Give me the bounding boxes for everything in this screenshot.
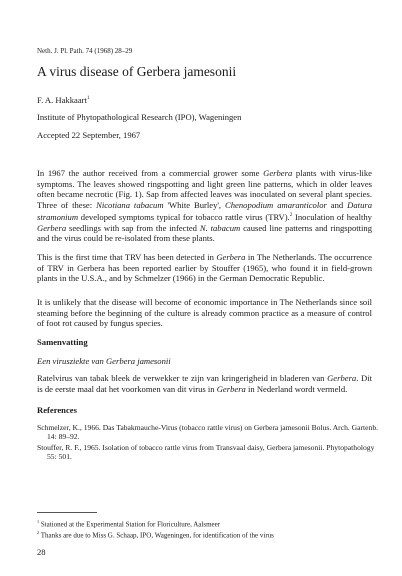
reference-item: Schmelzer, K., 1966. Das Tabakmauche-Virus (tobacco rattle virus) on Gerbera jamesonii Bolus. Arch. Gartenb. 14: 89–92.	[37, 423, 379, 442]
samenvatting-heading: Samenvatting	[37, 337, 88, 347]
journal-header: Neth. J. Pl. Path. 74 (1968) 28–29	[37, 47, 133, 55]
paragraph-3: It is unlikely that the disease will become of economic importance in The Netherlands since soil steaming before the beginning of the culture is already common practice as a measure of control of foot rot caused by fungus species.	[37, 297, 372, 329]
samenvatting-subtitle: Een virusziekte van Gerbera jamesonii	[37, 356, 171, 366]
samenvatting-text: Ratelvirus van tabak bleek de verwekker te zijn van kringerigheid in bladeren van Gerbera. Dit is de eerste maal dat het voorkomen van dit virus in Gerbera in Nederland wordt vermeld.	[37, 373, 372, 394]
accepted-date: Accepted 22 September, 1967	[37, 130, 141, 140]
author-name: F. A. Hakkaart	[37, 95, 87, 105]
affiliation: Institute of Phytopathological Research (IPO), Wageningen	[37, 112, 242, 122]
author-footnote-mark: 1	[86, 95, 90, 102]
article-title: A virus disease of Gerbera jamesonii	[37, 64, 237, 79]
footnote-rule	[37, 512, 97, 513]
references-heading: References	[37, 405, 77, 415]
paragraph-2: This is the first time that TRV has been detected in Gerbera in The Netherlands. The occurrence of TRV in Gerbera has been reported earlier by Stouffer (1965), who found it in field-grown plants in the U.S.A., and by Schmelzer (1966) in the German Democratic Republic.	[37, 252, 372, 284]
paragraph-1: In 1967 the author received from a commercial grower some Gerbera plants with virus-like symptoms. The leaves showed ringspotting and light green line patterns, which in older leaves often became necrotic (Fig. 1). Sap from affected leaves was inoculated on several plant species. Three of these: Nicotiana tabacum 'White Burley', Chenopodium amaranticolor and Datura stramonium developed symptoms typical for tobacco rattle virus (TRV).$^2$ Inoculation of healthy Gerbera seedlings with sap from the infected N. tabacum caused line patterns and ringspotting and the virus could be re-isolated from these plants.	[37, 168, 373, 244]
reference-item: Stouffer, R. F., 1965. Isolation of tobacco rattle virus from Transvaal daisy, Gerbera jamesonii. Phytopathology 55: 501.	[37, 443, 375, 462]
page-number: 28	[37, 547, 46, 557]
author-line	[37, 95, 90, 105]
footnote-1: $^1$ Stationed at the Experimental Station for Floriculture, Aalsmeer	[37, 519, 221, 529]
footnote-2: $^2$ Thanks are due to Miss G. Schaap, IPO, Wageningen, for identification of the virus	[37, 530, 274, 540]
